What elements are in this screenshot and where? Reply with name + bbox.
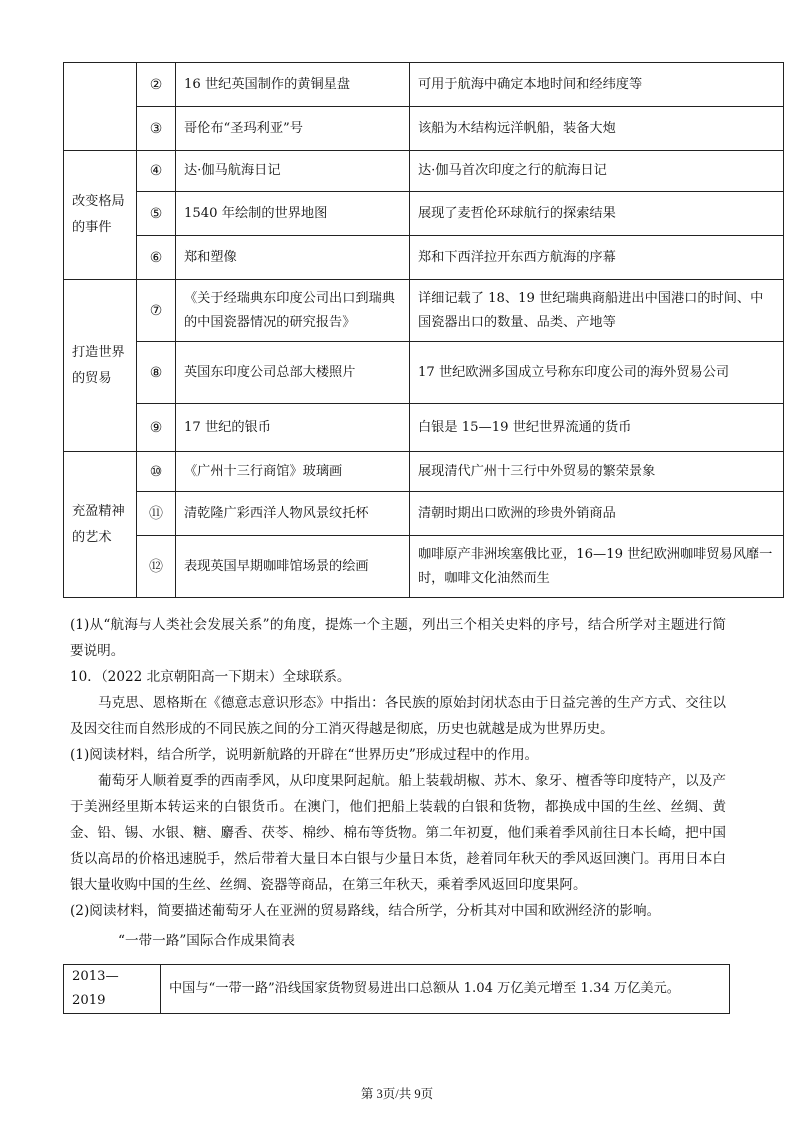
row-number: ⑨ <box>137 404 176 452</box>
row-number: ⑫ <box>137 536 176 598</box>
table-row <box>64 280 784 342</box>
row-number: ⑤ <box>137 192 176 236</box>
source-description: 白银是 15—19 世纪世界流通的货币 <box>410 404 784 452</box>
table-row <box>64 536 784 598</box>
source-description: 展现清代广州十三行中外贸易的繁荣景象 <box>410 452 784 492</box>
source-item: 《关于经瑞典东印度公司出口到瑞典的中国瓷器情况的研究报告》 <box>176 280 410 342</box>
question-10-subquestion-2: (2)阅读材料，简要描述葡萄牙人在亚洲的贸易路线，结合所学，分析其对中国和欧洲经济的影响。 <box>70 903 661 919</box>
source-item: 16 世纪英国制作的黄铜星盘 <box>176 63 410 107</box>
page-footer: 第 3页/共 9页 <box>360 1087 434 1101</box>
table-row <box>64 151 784 192</box>
category-cell: 改变格局的事件 <box>64 151 137 280</box>
table-row <box>64 342 784 404</box>
row-number: ⑦ <box>137 280 176 342</box>
source-description: 达·伽马首次印度之行的航海日记 <box>410 151 784 192</box>
content-cell: 中国与“一带一路”沿线国家货物贸易进出口总额从 1.04 万亿美元增至 1.34 万亿美元。 <box>161 965 730 1014</box>
question-10-material-1: 马克思、恩格斯在《德意志意识形态》中指出：各民族的原始封闭状态由于日益完善的生产方式、交往以及因交往而自然形成的不同民族之间的分工消灭得越是彻底，历史也就越是成为世界历史。 <box>70 695 726 737</box>
row-number: ⑥ <box>137 236 176 280</box>
row-number: ⑧ <box>137 342 176 404</box>
source-description: 可用于航海中确定本地时间和经纬度等 <box>410 63 784 107</box>
table-row <box>64 107 784 151</box>
source-description: 17 世纪欧洲多国成立号称东印度公司的海外贸易公司 <box>410 342 784 404</box>
source-description: 详细记载了 18、19 世纪瑞典商船进出中国港口的时间、中国瓷器出口的数量、品类、产地等 <box>410 280 784 342</box>
row-number: ④ <box>137 151 176 192</box>
source-item: 达·伽马航海日记 <box>176 151 410 192</box>
period-cell: 2013—2019 <box>64 965 161 1014</box>
category-cell: 打造世界的贸易 <box>64 280 137 452</box>
row-number: ③ <box>137 107 176 151</box>
source-item: 哥伦布“圣玛利亚”号 <box>176 107 410 151</box>
table-row <box>64 63 784 107</box>
history-sources-table <box>63 62 784 598</box>
source-item: 17 世纪的银币 <box>176 404 410 452</box>
table-caption: “一带一路”国际合作成果简表 <box>118 933 296 949</box>
row-number: ⑪ <box>137 492 176 536</box>
table-row <box>64 492 784 536</box>
row-number: ② <box>137 63 176 107</box>
category-cell <box>64 63 137 151</box>
source-description: 该船为木结构远洋帆船，装备大炮 <box>410 107 784 151</box>
category-cell: 充盈精神的艺术 <box>64 452 137 598</box>
table-row <box>64 236 784 280</box>
belt-road-table <box>63 964 730 1014</box>
table-row <box>64 404 784 452</box>
source-description: 展现了麦哲伦环球航行的探索结果 <box>410 192 784 236</box>
source-item: 《广州十三行商馆》玻璃画 <box>176 452 410 492</box>
row-number: ⑩ <box>137 452 176 492</box>
question-10-subquestion-1: (1)阅读材料，结合所学，说明新航路的开辟在“世界历史”形成过程中的作用。 <box>70 747 539 763</box>
table-row <box>64 192 784 236</box>
source-description: 郑和下西洋拉开东西方航海的序幕 <box>410 236 784 280</box>
source-item: 1540 年绘制的世界地图 <box>176 192 410 236</box>
source-item: 清乾隆广彩西洋人物风景纹托杯 <box>176 492 410 536</box>
source-item: 郑和塑像 <box>176 236 410 280</box>
question-10-title: 10．（2022 北京朝阳高一下期末）全球联系。 <box>70 669 351 685</box>
source-item: 表现英国早期咖啡馆场景的绘画 <box>176 536 410 598</box>
question-10-material-2: 葡萄牙人顺着夏季的西南季风，从印度果阿起航。船上装载胡椒、苏木、象牙、檀香等印度特产，以及产于美洲经里斯本转运来的白银货币。在澳门，他们把船上装载的白银和货物，都换成中国的生丝、丝绸、黄金、铅、锡、水银、糖、麝香、茯苓、棉纱、棉布等货物。第二年初夏，他们乘着季风前往日本长崎，把中国货以高昂的价格迅速脱手，然后带着大量日本白银与少量日本货，趁着同年秋天的季风返回澳门。再用日本白银大量收购中国的生丝、丝绸、瓷器等商品，在第三年秋天，乘着季风返回印度果阿。 <box>70 773 726 893</box>
question-9-subquestion-1: (1)从“航海与人类社会发展关系”的角度，提炼一个主题，列出三个相关史料的序号，结合所学对主题进行简要说明。 <box>70 617 726 659</box>
source-description: 清朝时期出口欧洲的珍贵外销商品 <box>410 492 784 536</box>
table-row <box>64 965 730 1014</box>
source-description: 咖啡原产非洲埃塞俄比亚，16—19 世纪欧洲咖啡贸易风靡一时，咖啡文化油然而生 <box>410 536 784 598</box>
table-row <box>64 452 784 492</box>
source-item: 英国东印度公司总部大楼照片 <box>176 342 410 404</box>
